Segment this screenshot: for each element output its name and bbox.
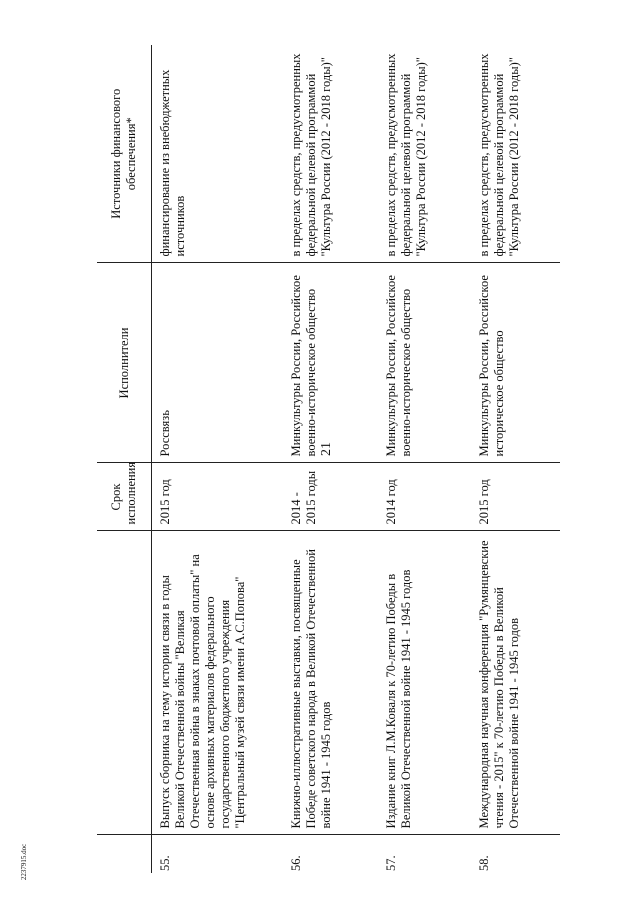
- row-executors: Россвязь: [152, 263, 284, 463]
- row-number: 58.: [477, 855, 491, 871]
- table-row: [378, 45, 471, 873]
- measures-table-rotated: [97, 45, 527, 873]
- header-number: [97, 835, 152, 873]
- row-term: 2014 - 2015 годы: [283, 463, 378, 531]
- row-executors: Минкультуры России, Российское военно-историческое общество: [378, 263, 471, 463]
- row-number: 55.: [158, 855, 172, 871]
- header-sources: Источники финансового обеспечения*: [97, 45, 152, 263]
- row-sources: в пределах средств, предусмотренных федеральной целевой программой "Культура России (2012 - 2018 годы)": [471, 45, 560, 263]
- row-name: Издание книг Л.М.Коваля к 70-летию Победы в Великой Отечественной войне 1941 - 1945 годов: [378, 531, 471, 835]
- row-number: 56.: [289, 855, 303, 871]
- page-number: 21: [319, 442, 334, 456]
- row-sources: в пределах средств, предусмотренных федеральной целевой программой "Культура России (2012 - 2018 годы)": [283, 45, 378, 263]
- row-number: 57.: [384, 855, 398, 871]
- row-executors: Минкультуры России, Российское историческое общество: [471, 263, 560, 463]
- row-term: 2015 год: [471, 463, 560, 531]
- header-term: Срок исполнения: [97, 463, 152, 531]
- header-name: [97, 531, 152, 835]
- document-filename: 2237915.doc: [20, 843, 28, 881]
- row-sources: финансирование из внебюджетных источников: [152, 45, 284, 263]
- row-term: 2015 год: [152, 463, 284, 531]
- measures-table: [97, 45, 560, 873]
- row-term: 2014 год: [378, 463, 471, 531]
- table-row: [283, 45, 378, 873]
- header-executors: Исполнители: [97, 263, 152, 463]
- row-name: Книжно-иллюстративные выставки, посвященные Победе советского народа в Великой Отечественной войне 1941 - 1945 годов: [283, 531, 378, 835]
- row-sources: в пределах средств, предусмотренных федеральной целевой программой "Культура России (2012 - 2018 годы)": [378, 45, 471, 263]
- row-name: Международная научная конференция "Румянцевские чтения - 2015" к 70-летию Победы в Великой Отечественной войне 1941 - 1945 годов: [471, 531, 560, 835]
- row-executors: Минкультуры России, Российское военно-историческое общество: [283, 263, 378, 463]
- row-name: Выпуск сборника на тему истории связи в годы Великой Отечественной войны "Великая Отечественная война в знаках почтовой оплаты" на основе архивных материалов федерального государственного бюджетного учреждения "Центральный музей связи имени А.С.Попова": [152, 531, 284, 835]
- table-header-row: [97, 45, 152, 873]
- table-row: [152, 45, 284, 873]
- table-row: [471, 45, 560, 873]
